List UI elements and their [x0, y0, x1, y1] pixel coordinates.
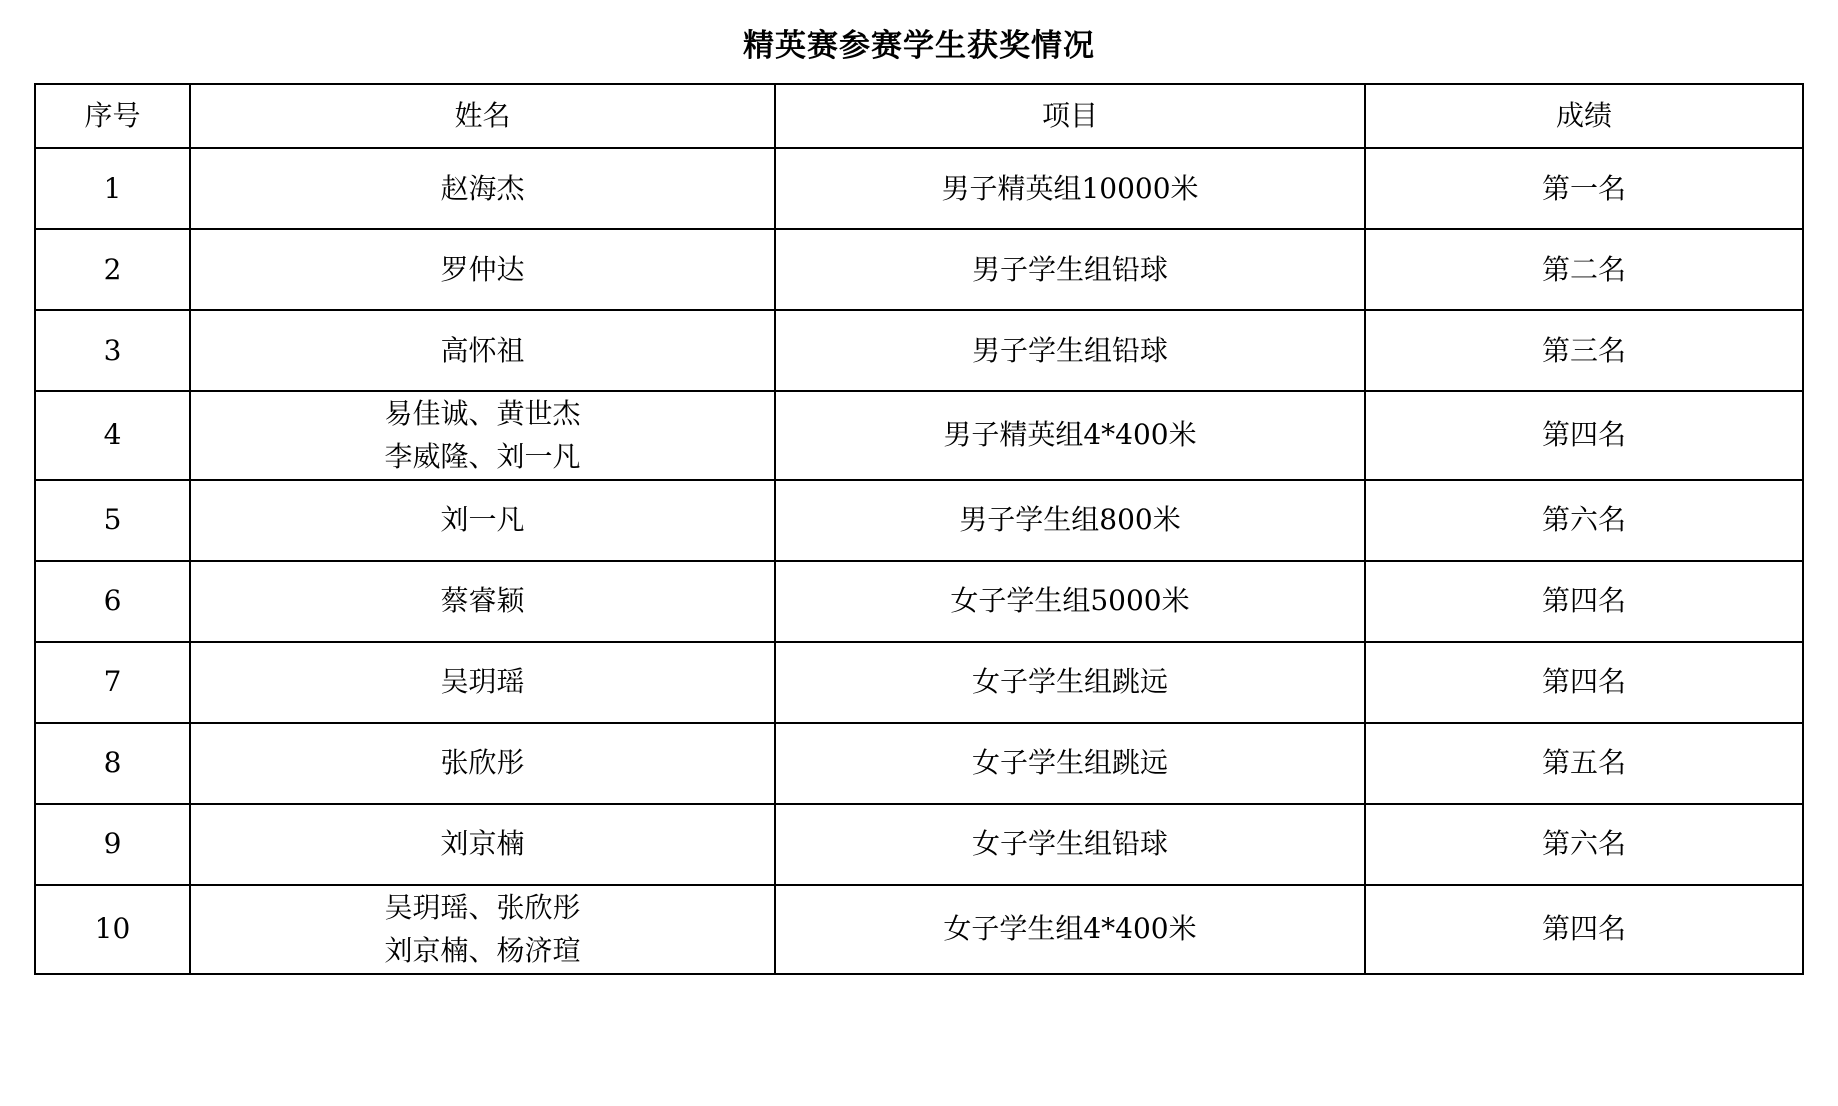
cell-name: 张欣彤: [190, 723, 775, 804]
name-line-group: [191, 392, 774, 479]
table-header-row: [35, 84, 1803, 148]
cell-result: 第四名: [1365, 885, 1803, 974]
cell-index: 1: [35, 148, 190, 229]
cell-name: 赵海杰: [190, 148, 775, 229]
cell-event: 男子学生组铅球: [775, 310, 1365, 391]
cell-event: 女子学生组4*400米: [775, 885, 1365, 974]
column-header-event: 项目: [775, 84, 1365, 148]
table-row: [35, 642, 1803, 723]
cell-index: 2: [35, 229, 190, 310]
name-line: 刘京楠、杨济瑄: [384, 934, 581, 968]
cell-event: 男子精英组4*400米: [775, 391, 1365, 480]
cell-event: 男子学生组800米: [775, 480, 1365, 561]
cell-index: 3: [35, 310, 190, 391]
table-row: [35, 310, 1803, 391]
cell-result: 第六名: [1365, 480, 1803, 561]
cell-index: 7: [35, 642, 190, 723]
column-header-result: 成绩: [1365, 84, 1803, 148]
table-row: [35, 561, 1803, 642]
cell-name: 刘一凡: [190, 480, 775, 561]
name-line-group: [191, 886, 774, 973]
table-row: [35, 229, 1803, 310]
cell-name: 蔡睿颖: [190, 561, 775, 642]
cell-result: 第三名: [1365, 310, 1803, 391]
column-header-index: 序号: [35, 84, 190, 148]
column-header-name: 姓名: [190, 84, 775, 148]
cell-event: 男子学生组铅球: [775, 229, 1365, 310]
cell-index: 10: [35, 885, 190, 974]
cell-index: 6: [35, 561, 190, 642]
cell-name: [190, 391, 775, 480]
cell-name: 吴玥瑶: [190, 642, 775, 723]
cell-index: 4: [35, 391, 190, 480]
cell-index: 8: [35, 723, 190, 804]
table-row: [35, 885, 1803, 974]
table-header: [35, 84, 1803, 148]
name-line: 吴玥瑶、张欣彤: [384, 890, 581, 924]
name-line: 李威隆、刘一凡: [384, 440, 581, 474]
table-row: [35, 391, 1803, 480]
cell-name: 刘京楠: [190, 804, 775, 885]
cell-index: 9: [35, 804, 190, 885]
table-row: [35, 723, 1803, 804]
page-title: 精英赛参赛学生获奖情况: [743, 28, 1095, 64]
cell-result: 第四名: [1365, 642, 1803, 723]
cell-name: [190, 885, 775, 974]
cell-event: 女子学生组铅球: [775, 804, 1365, 885]
table-row: [35, 148, 1803, 229]
table-row: [35, 480, 1803, 561]
cell-event: 女子学生组跳远: [775, 723, 1365, 804]
cell-name: 罗仲达: [190, 229, 775, 310]
cell-event: 女子学生组5000米: [775, 561, 1365, 642]
cell-result: 第五名: [1365, 723, 1803, 804]
cell-name: 高怀祖: [190, 310, 775, 391]
cell-index: 5: [35, 480, 190, 561]
cell-result: 第二名: [1365, 229, 1803, 310]
table-row: [35, 804, 1803, 885]
award-table: [34, 83, 1804, 975]
cell-result: 第六名: [1365, 804, 1803, 885]
cell-event: 男子精英组10000米: [775, 148, 1365, 229]
name-line: 易佳诚、黄世杰: [384, 397, 581, 430]
cell-event: 女子学生组跳远: [775, 642, 1365, 723]
cell-result: 第一名: [1365, 148, 1803, 229]
table-body: [35, 148, 1803, 974]
cell-result: 第四名: [1365, 391, 1803, 480]
cell-result: 第四名: [1365, 561, 1803, 642]
